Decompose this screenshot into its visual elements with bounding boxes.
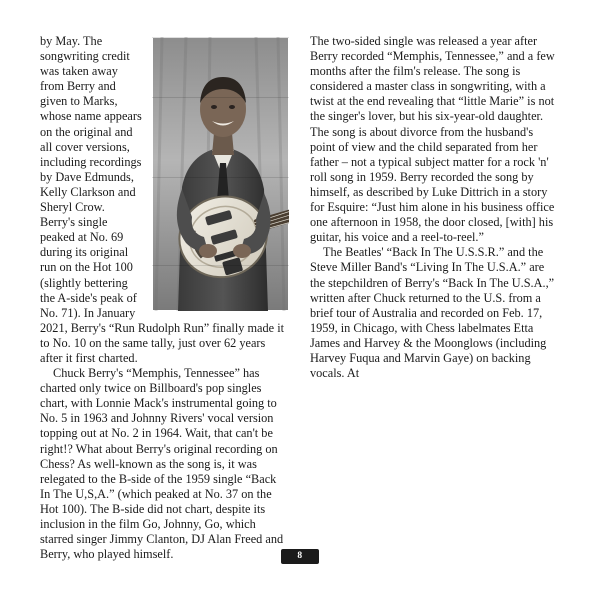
left-text-column [40,34,288,562]
right-text-column [310,34,558,381]
left-paragraph-2: Chuck Berry's “Memphis, Tennessee” has charted only twice on Billboard's pop singles chart, with Lonnie Mack's instrumental going to No. 5 in 1963 and Johnny Rivers' vocal version topping out at No. 2 in 1964. Wait, that can't be right!? What about Berry's original recording on Chess? As well-known as the song is, it was relegated to the B-side of the 1959 single “Back In The U,S,A.” (which peaked at No. 37 on the Hot 100). The B-side did not chart, despite its inclusion in the film Go, Johnny, Go, which starred singer Jimmy Clanton, DJ Alan Freed and Berry, who played himself. [40,366,284,562]
photo-figure [151,36,288,312]
page-number-folio: 8 [281,549,319,564]
left-paragraph-1: by May. The songwriting credit was taken away from Berry and given to Marks, whose name appears on the original and all cover versions, including recordings by Dave Edmunds, Kelly Clarkson and Sheryl Crow. Berry's single peaked at No. 69 during its original run on the Hot 100 (slightly bettering the A-side's peak of No. 71). In January 2021, Berry's “Run Rudolph Run” finally made it to No. 10 on the same tally, just over 62 years after it first charted. [40,34,285,365]
page-columns [40,34,566,562]
right-paragraph-1: The two-sided single was released a year after Berry recorded “Memphis, Tennessee,” and a few months after the film's release. The song is considered a master class in songwriting, with a twist at the end revealing that “little Marie” is not the singer's lover, but his six-year-old daughter. The song is about divorce from the husband's point of view and the child separated from her father – not a typical subject matter for a rock 'n' roll song in 1959. Berry recorded the song by himself, as described by Luke Dittrich in a story for Esquire: “Just him alone in his business office one afternoon in 1958, the door closed, [with] his guitar, his voice and a reel-to-reel.” [310,34,555,245]
right-paragraph-2: The Beatles' “Back In The U.S.S.R.” and the Steve Miller Band's “Living In The U.S.A.” are the stepchildren of Berry's “Back In The U.S.A.,” written after Chuck returned to the U.S. from a brief tour of Australia and recorded on Feb. 17, 1959, in Chicago, with Chess labelmates Etta James and Harvey & the Moonglows (including Harvey Fuqua and Marvin Gaye) on backing vocals. At [310,245,555,381]
chuck-berry-with-guitar-photo [151,36,290,312]
